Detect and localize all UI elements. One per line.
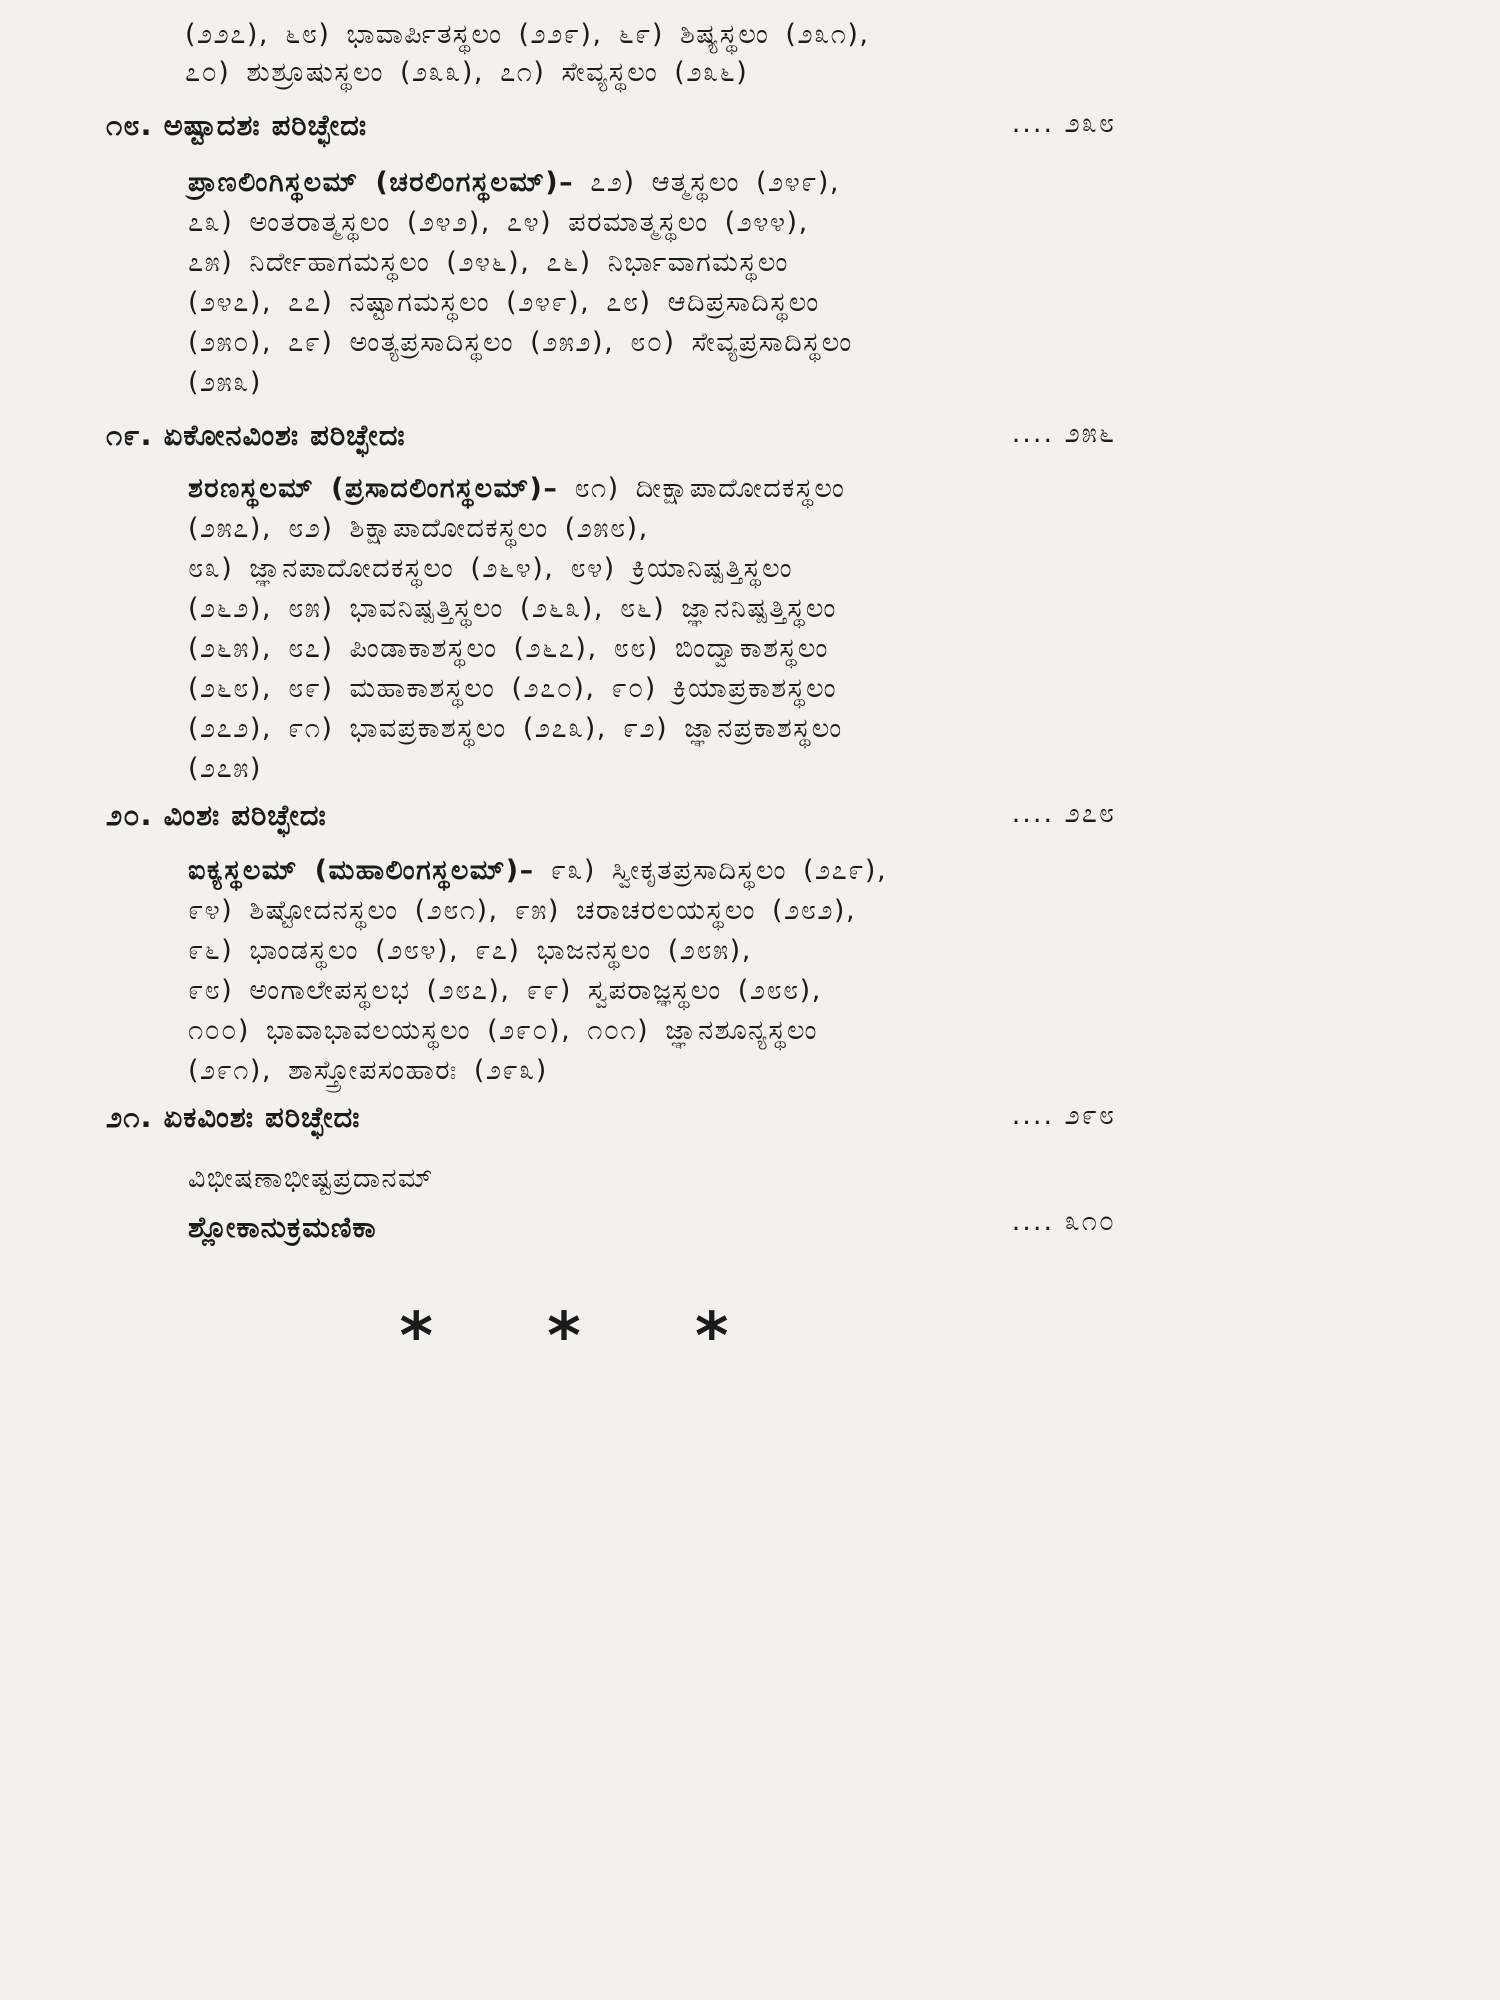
contents-line: (೨೬೨), ೮೫) ಭಾವನಿಷ್ಪತ್ತಿಸ್ಥಲಂ (೨೬೩), ೮೬) ಜ್ಞಾನನಿಷ್ಪತ್ತಿಸ್ಥಲಂ (188, 593, 837, 624)
section-heading-20: ೨೦. ವಿಂಶಃ ಪರಿಚ್ಛೇದಃ (106, 798, 327, 832)
section-heading-21: ೨೧. ಏಕವಿಂಶಃ ಪರಿಚ್ಛೇದಃ (106, 1100, 361, 1134)
contents-line: ೯೬) ಭಾಂಡಸ್ಥಲಂ (೨೮೪), ೯೭) ಭಾಜನಸ್ಥಲಂ (೨೮೫), (188, 935, 752, 966)
page-number-18: .... ೨೩೮ (1011, 108, 1116, 139)
contents-line: ೯೮) ಅಂಗಾಲೇಪಸ್ಥಲಭ (೨೮೭), ೯೯) ಸ್ವಪರಾಜ್ಞಸ್ಥಲಂ (೨೮೮), (188, 975, 822, 1006)
contents-line: (೨೭೨), ೯೧) ಭಾವಪ್ರಕಾಶಸ್ಥಲಂ (೨೭೩), ೯೨) ಜ್ಞಾನಪ್ರಕಾಶಸ್ಥಲಂ (188, 713, 843, 744)
contents-text: ೭೨) ಆತ್ಮಸ್ಥಲಂ (೨೪೯), (590, 167, 841, 198)
contents-line: (೨೫೩) (188, 367, 262, 398)
contents-line: ೭೦) ಶುಶ್ರೂಷುಸ್ಥಲಂ (೨೩೩), ೭೧) ಸೇವ್ಯಸ್ಥಲಂ (೨೩೬) (185, 57, 749, 88)
contents-line: ವಿಭೀಷಣಾಭೀಷ್ಟಪ್ರದಾನಮ್ (188, 1163, 434, 1194)
contents-line (188, 850, 887, 892)
contents-text: ೯೩) ಸ್ವೀಕೃತಪ್ರಸಾದಿಸ್ಥಲಂ (೨೭೯), (550, 855, 888, 886)
contents-line (188, 162, 840, 204)
contents-line: ೮೩) ಜ್ಞಾನಪಾದೋದಕಸ್ಥಲಂ (೨೬೪), ೮೪) ಕ್ರಿಯಾನಿಷ್ಪತ್ತಿಸ್ಥಲಂ (188, 553, 794, 584)
contents-line: (೨೯೧), ಶಾಸ್ತ್ರೋಪಸಂಹಾರಃ (೨೯೩) (188, 1055, 548, 1086)
contents-line: (೨೪೭), ೭೭) ನಷ್ಟಾಗಮಸ್ಥಲಂ (೨೪೯), ೭೮) ಆದಿಪ್ರಸಾದಿಸ್ಥಲಂ (188, 287, 820, 318)
section-heading-19: ೧೯. ಏಕೋನವಿಂಶಃ ಪರಿಚ್ಛೇದಃ (106, 418, 406, 452)
contents-line: (೨೫೦), ೭೯) ಅಂತ್ಯಪ್ರಸಾದಿಸ್ಥಲಂ (೨೫೨), ೮೦) ಸೇವ್ಯಪ್ರಸಾದಿಸ್ಥಲಂ (188, 327, 853, 358)
contents-line: (೨೬೫), ೮೭) ಪಿಂಡಾಕಾಶಸ್ಥಲಂ (೨೬೭), ೮೮) ಬಿಂದ್ವಾಕಾಶಸ್ಥಲಂ (188, 633, 829, 664)
section-heading-18: ೧೮. ಅಷ್ಟಾದಶಃ ಪರಿಚ್ಛೇದಃ (106, 108, 368, 142)
contents-text: ೮೧) ದೀಕ್ಷಾಪಾದೋದಕಸ್ಥಲಂ (574, 473, 846, 504)
page-number-20: .... ೨೭೮ (1011, 798, 1116, 829)
contents-line: ೧೦೦) ಭಾವಾಭಾವಲಯಸ್ಥಲಂ (೨೯೦), ೧೦೧) ಜ್ಞಾನಶೂನ್ಯಸ್ಥಲಂ (188, 1015, 818, 1046)
contents-line (188, 468, 845, 510)
contents-line: (೨೬೮), ೮೯) ಮಹಾಕಾಶಸ್ಥಲಂ (೨೭೦), ೯೦) ಕ್ರಿಯಾಪ್ರಕಾಶಸ್ಥಲಂ (188, 673, 838, 704)
contents-line: ೭೩) ಅಂತರಾತ್ಮಸ್ಥಲಂ (೨೪೨), ೭೪) ಪರಮಾತ್ಮಸ್ಥಲಂ (೨೪೪), (188, 207, 809, 238)
page-number-21: .... ೨೯೮ (1011, 1100, 1116, 1131)
contents-line: ೭೫) ನಿರ್ದೇಹಾಗಮಸ್ಥಲಂ (೨೪೬), ೭೬) ನಿರ್ಭಾವಾಗಮಸ್ಥಲಂ (188, 247, 789, 278)
verse-index-heading: ಶ್ಲೋಕಾನುಕ್ರಮಣಿಕಾ (188, 1210, 377, 1244)
subsection-title: ಶರಣಸ್ಥಲಮ್ (ಪ್ರಸಾದಲಿಂಗಸ್ಥಲಮ್)– (188, 473, 559, 504)
subsection-title: ಪ್ರಾಣಲಿಂಗಿಸ್ಥಲಮ್ (ಚರಲಿಂಗಸ್ಥಲಮ್)– (188, 167, 575, 198)
contents-line: (೨೫೭), ೮೨) ಶಿಕ್ಷಾಪಾದೋದಕಸ್ಥಲಂ (೨೫೮), (188, 513, 649, 544)
contents-line: (೨೨೭), ೬೮) ಭಾವಾರ್ಪಿತಸ್ಥಲಂ (೨೨೯), ೬೯) ಶಿಷ್ಯಸ್ಥಲಂ (೨೩೧), (185, 19, 870, 50)
page-number-19: .... ೨೫೬ (1011, 418, 1116, 449)
contents-line: (೨೭೫) (188, 753, 262, 784)
page-number-index: .... ೩೧೦ (1011, 1206, 1116, 1237)
end-mark: * * * (399, 1300, 775, 1374)
contents-line: ೯೪) ಶಿಷ್ಟೋದನಸ್ಥಲಂ (೨೮೧), ೯೫) ಚರಾಚರಲಯಸ್ಥಲಂ (೨೮೨), (188, 895, 857, 926)
subsection-title: ಐಕ್ಯಸ್ಥಲಮ್ (ಮಹಾಲಿಂಗಸ್ಥಲಮ್)– (188, 855, 535, 886)
